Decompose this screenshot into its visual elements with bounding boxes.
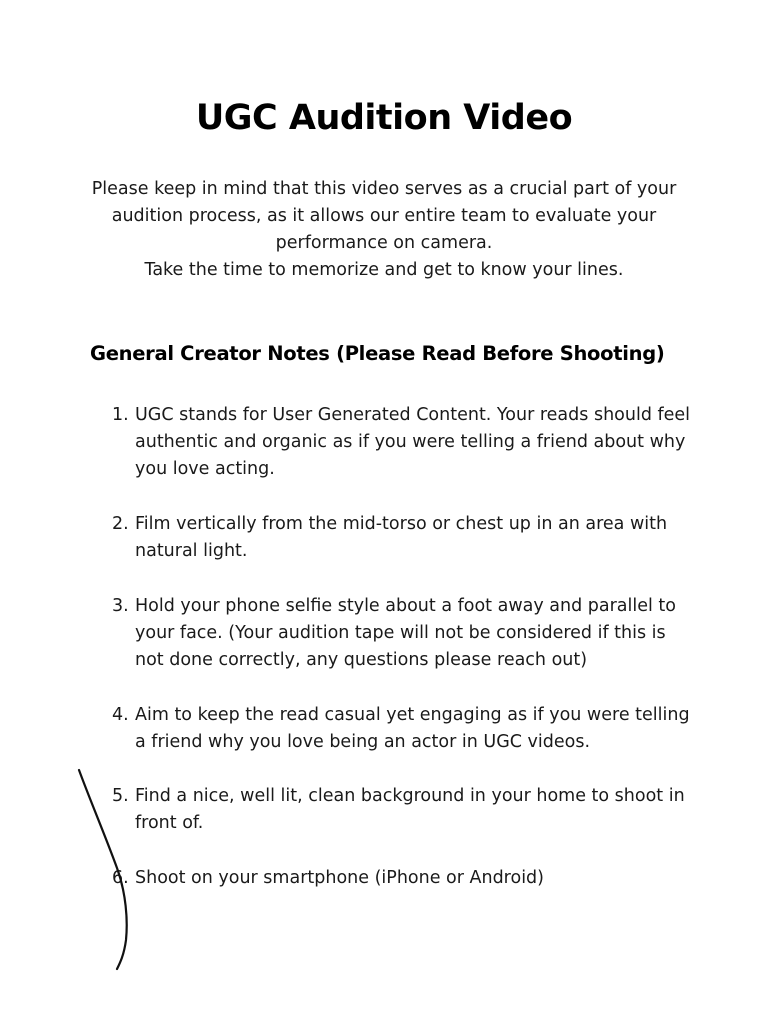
note-text: Film vertically from the mid-torso or chest up in an area with natural light. [135, 514, 668, 561]
note-text: Aim to keep the read casual yet engaging as if you were telling a friend why you love being an actor in UGC videos. [135, 705, 690, 752]
intro-line: Please keep in mind that this video serves as a crucial part of your [91, 179, 677, 199]
note-number: 3. [112, 596, 129, 616]
note-item [112, 783, 692, 837]
note-item [112, 511, 692, 565]
intro-line: audition process, as it allows our entire team to evaluate your [111, 206, 657, 226]
note-number: 6. [112, 868, 129, 888]
note-item [112, 702, 692, 756]
intro-paragraph [84, 176, 684, 284]
notes-heading: General Creator Notes (Please Read Before Shooting) [90, 342, 665, 365]
intro-line: performance on camera. [275, 233, 493, 253]
note-number: 1. [112, 405, 129, 425]
note-item [112, 865, 692, 892]
note-text: Hold your phone selfie style about a foot away and parallel to your face. (Your audition tape will not be considered if this is not done correctly, any questions please reach out) [135, 596, 677, 670]
note-text: UGC stands for User Generated Content. Your reads should feel authentic and organic as if you were telling a friend about why you love acting. [135, 405, 691, 479]
note-text: Shoot on your smartphone (iPhone or Android) [135, 868, 544, 888]
intro-line: Take the time to memorize and get to know your lines. [144, 260, 624, 280]
note-item [112, 402, 692, 483]
page-title: UGC Audition Video [195, 98, 573, 138]
note-number: 5. [112, 786, 129, 806]
note-number: 4. [112, 705, 129, 725]
note-number: 2. [112, 514, 129, 534]
note-text: Find a nice, well lit, clean background in your home to shoot in front of. [135, 786, 685, 833]
note-item [112, 593, 692, 674]
